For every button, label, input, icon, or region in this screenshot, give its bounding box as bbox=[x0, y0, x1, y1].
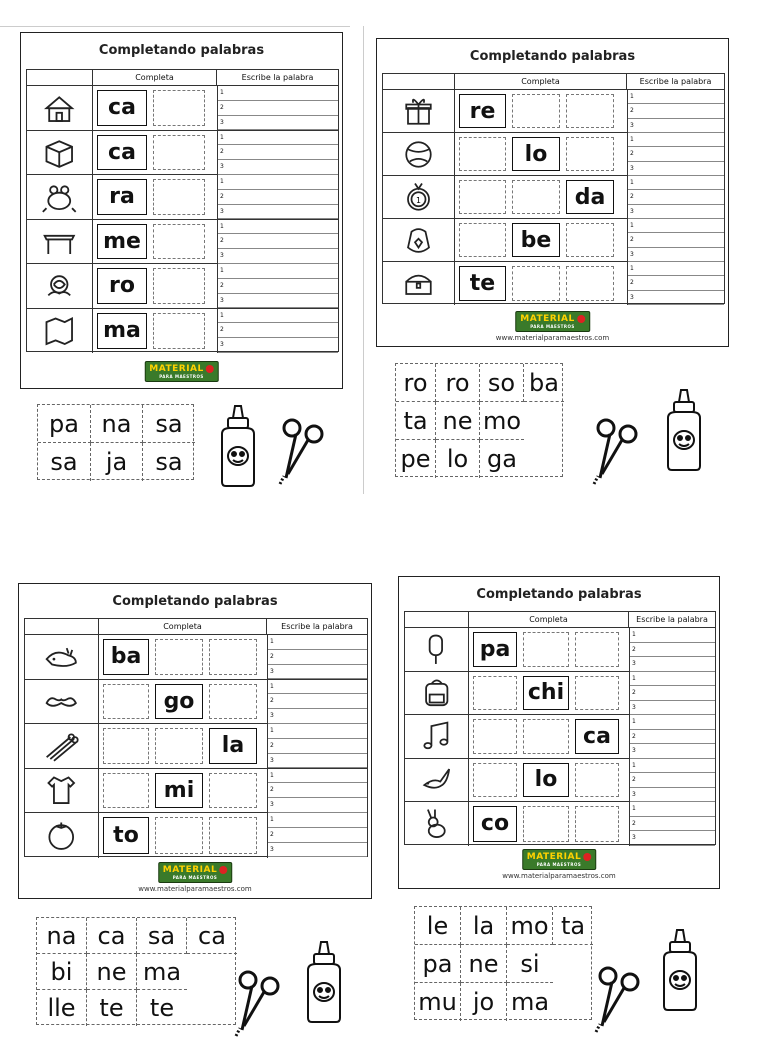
blank-syllable-box[interactable] bbox=[473, 676, 517, 711]
brand-url: www.materialparamaestros.com bbox=[495, 334, 610, 342]
write-lines[interactable] bbox=[629, 715, 715, 758]
cutout-tile[interactable]: ne bbox=[87, 954, 137, 990]
tomato-icon bbox=[25, 813, 99, 858]
write-line[interactable]: 1 bbox=[218, 175, 338, 190]
write-line[interactable]: 2 bbox=[628, 276, 724, 290]
write-line[interactable]: 1 bbox=[218, 86, 338, 101]
cutout-tile[interactable]: mu bbox=[415, 983, 461, 1021]
write-line[interactable]: 3 bbox=[628, 205, 724, 219]
shirt-icon bbox=[25, 769, 99, 813]
write-lines[interactable] bbox=[629, 802, 715, 846]
table-icon bbox=[27, 220, 93, 264]
cutout-grid bbox=[37, 404, 194, 480]
brand-logo bbox=[158, 862, 233, 883]
write-line[interactable]: 1 bbox=[628, 90, 724, 104]
write-lines[interactable] bbox=[629, 672, 715, 715]
write-line[interactable]: 2 bbox=[628, 104, 724, 118]
music-note-icon bbox=[405, 715, 469, 758]
blank-syllable-box[interactable] bbox=[209, 817, 257, 854]
write-lines[interactable] bbox=[267, 724, 367, 768]
blank-syllable-box[interactable] bbox=[512, 180, 560, 214]
scissors-icon bbox=[592, 414, 640, 490]
cutout-tile[interactable]: te bbox=[149, 994, 175, 1022]
syllable-box: to bbox=[103, 817, 149, 854]
syllable-box: mi bbox=[155, 773, 203, 809]
header-complete: Completa bbox=[455, 74, 627, 90]
header-image-column bbox=[405, 612, 469, 628]
cutout-tile[interactable]: ja bbox=[91, 443, 143, 481]
worksheet-row bbox=[25, 769, 367, 814]
syllable-box: ca bbox=[97, 90, 147, 126]
write-line[interactable]: 3 bbox=[630, 701, 715, 716]
write-line[interactable]: 3 bbox=[630, 831, 715, 846]
blank-syllable-box[interactable] bbox=[153, 313, 205, 350]
worksheet-row bbox=[405, 802, 715, 846]
syllable-box: da bbox=[566, 180, 614, 214]
brand-block bbox=[144, 361, 219, 382]
blank-syllable-box[interactable] bbox=[153, 135, 205, 171]
brand-logo bbox=[515, 311, 590, 332]
apple-icon bbox=[219, 866, 227, 874]
box-icon bbox=[27, 131, 93, 175]
cutout-tile[interactable]: la bbox=[461, 907, 507, 945]
write-line[interactable]: 2 bbox=[218, 190, 338, 205]
write-lines[interactable] bbox=[217, 175, 338, 219]
header-complete: Completa bbox=[93, 70, 217, 86]
house-icon bbox=[27, 86, 93, 130]
syllable-box: re bbox=[459, 94, 506, 128]
header-write-word: Escribe la palabra bbox=[627, 74, 724, 90]
cutout-tile[interactable]: pa bbox=[415, 945, 461, 983]
backpack-icon bbox=[405, 672, 469, 715]
write-line[interactable]: 2 bbox=[630, 643, 715, 658]
write-line[interactable]: 3 bbox=[218, 294, 338, 309]
whale-icon bbox=[25, 635, 99, 679]
apple-icon bbox=[583, 853, 591, 861]
write-line[interactable]: 3 bbox=[630, 788, 715, 803]
cutout-tile[interactable]: ma bbox=[137, 954, 187, 990]
syllable-box: ca bbox=[97, 135, 147, 171]
cutout-tile[interactable]: ca bbox=[187, 918, 237, 954]
blank-syllable-box[interactable] bbox=[155, 817, 203, 854]
worksheet-row bbox=[27, 309, 338, 354]
worksheet-row bbox=[383, 90, 724, 133]
write-line[interactable]: 1 bbox=[628, 219, 724, 233]
page-divider bbox=[0, 26, 350, 27]
write-lines[interactable] bbox=[217, 220, 338, 264]
blank-syllable-box[interactable] bbox=[566, 223, 614, 257]
blank-syllable-box[interactable] bbox=[575, 676, 619, 711]
write-line[interactable]: 1 bbox=[268, 724, 367, 739]
blank-syllable-box[interactable] bbox=[566, 266, 614, 301]
header-write-word: Escribe la palabra bbox=[267, 619, 367, 635]
blank-syllable-box[interactable] bbox=[155, 639, 203, 675]
dove-icon bbox=[405, 759, 469, 802]
frog-icon bbox=[27, 175, 93, 219]
glue-bottle-icon bbox=[216, 404, 260, 492]
syllable-box: lo bbox=[512, 137, 560, 171]
header-image-column bbox=[25, 619, 99, 635]
blank-syllable-box[interactable] bbox=[103, 684, 149, 720]
write-line[interactable]: 1 bbox=[630, 628, 715, 643]
scissors-icon bbox=[594, 962, 642, 1038]
cutout-tile[interactable]: lo bbox=[436, 440, 480, 478]
write-line[interactable]: 3 bbox=[218, 116, 338, 131]
cutout-grid bbox=[395, 363, 563, 477]
write-line[interactable]: 1 bbox=[630, 802, 715, 817]
cutout-tile[interactable]: ro bbox=[436, 364, 480, 402]
mustache-icon bbox=[25, 680, 99, 724]
brand-logo-text: MATERIAL bbox=[526, 852, 582, 862]
cutout-tile[interactable]: pa bbox=[38, 405, 91, 443]
cutout-tile[interactable]: mo bbox=[507, 907, 553, 945]
blank-syllable-box[interactable] bbox=[153, 90, 205, 126]
write-lines[interactable] bbox=[627, 262, 724, 305]
write-line[interactable]: 1 bbox=[218, 309, 338, 324]
worksheet-row bbox=[27, 86, 338, 131]
cutout-tile[interactable]: sa bbox=[38, 443, 91, 481]
worksheet bbox=[376, 38, 729, 347]
write-line[interactable]: 2 bbox=[218, 234, 338, 249]
worksheet-table bbox=[26, 69, 339, 352]
write-line[interactable]: 1 bbox=[630, 759, 715, 774]
write-line[interactable]: 1 bbox=[218, 220, 338, 235]
cutout-tile[interactable]: ne bbox=[436, 402, 480, 440]
write-lines[interactable] bbox=[627, 176, 724, 218]
worksheet-title: Completando palabras bbox=[98, 43, 265, 58]
write-lines[interactable] bbox=[629, 628, 715, 671]
blank-syllable-box[interactable] bbox=[103, 773, 149, 809]
write-line[interactable]: 3 bbox=[268, 754, 367, 769]
worksheet-row bbox=[27, 131, 338, 176]
write-line[interactable]: 2 bbox=[218, 279, 338, 294]
write-line[interactable]: 2 bbox=[268, 694, 367, 709]
scissors-icon bbox=[278, 414, 326, 490]
cutout-tile[interactable]: sa bbox=[155, 448, 183, 476]
syllable-box: co bbox=[473, 806, 517, 842]
brand-block bbox=[138, 862, 252, 893]
apple-icon bbox=[577, 315, 585, 323]
gift-icon bbox=[383, 90, 455, 132]
cutout-tile[interactable]: so bbox=[480, 364, 524, 402]
write-line[interactable]: 1 bbox=[218, 264, 338, 279]
write-lines[interactable] bbox=[217, 86, 338, 130]
popsicle-icon bbox=[405, 628, 469, 671]
worksheet-row bbox=[383, 262, 724, 305]
write-line[interactable]: 2 bbox=[268, 650, 367, 665]
write-lines[interactable] bbox=[627, 133, 724, 175]
worksheet-row bbox=[383, 176, 724, 219]
scissors-icon bbox=[234, 966, 282, 1042]
write-line[interactable]: 2 bbox=[218, 145, 338, 160]
blank-syllable-box[interactable] bbox=[103, 728, 149, 764]
write-line[interactable]: 2 bbox=[268, 739, 367, 754]
brand-url: www.materialparamaestros.com bbox=[502, 872, 616, 880]
write-lines[interactable] bbox=[267, 813, 367, 858]
worksheet bbox=[398, 576, 720, 889]
cutout-tile[interactable]: si bbox=[507, 945, 553, 983]
brand-url: www.materialparamaestros.com bbox=[138, 885, 252, 893]
write-lines[interactable] bbox=[627, 219, 724, 261]
syllable-box: la bbox=[209, 728, 257, 764]
brand-logo-sub: PARA MAESTROS bbox=[530, 324, 575, 329]
worksheet-row bbox=[27, 264, 338, 309]
write-line[interactable]: 2 bbox=[268, 828, 367, 843]
brand-logo-sub: PARA MAESTROS bbox=[536, 862, 582, 867]
syllable-box: te bbox=[459, 266, 506, 301]
blank-syllable-box[interactable] bbox=[523, 806, 569, 842]
write-line[interactable]: 3 bbox=[268, 665, 367, 680]
brand-logo bbox=[522, 849, 597, 870]
blank-syllable-box[interactable] bbox=[155, 728, 203, 764]
glue-bottle-icon bbox=[662, 388, 706, 476]
write-line[interactable]: 2 bbox=[218, 101, 338, 116]
blank-syllable-box[interactable] bbox=[566, 94, 614, 128]
syllable-box: be bbox=[512, 223, 560, 257]
brand-logo bbox=[144, 361, 219, 382]
write-line[interactable]: 2 bbox=[630, 730, 715, 745]
logs-icon bbox=[25, 724, 99, 768]
worksheet-row bbox=[405, 715, 715, 759]
worksheet-row bbox=[383, 133, 724, 176]
write-line[interactable]: 2 bbox=[268, 783, 367, 798]
blank-syllable-box[interactable] bbox=[153, 268, 205, 304]
cutout-tile[interactable]: le bbox=[415, 907, 461, 945]
write-line[interactable]: 1 bbox=[628, 262, 724, 276]
header-write-word: Escribe la palabra bbox=[629, 612, 715, 628]
worksheet-row bbox=[405, 759, 715, 803]
header-image-column bbox=[383, 74, 455, 90]
syllable-box: ca bbox=[575, 719, 619, 754]
cutout-tile[interactable]: ta bbox=[553, 907, 593, 945]
brand-block bbox=[502, 849, 616, 880]
blank-syllable-box[interactable] bbox=[566, 137, 614, 171]
cutout-tile[interactable]: lle bbox=[37, 990, 87, 1026]
worksheet-title: Completando palabras bbox=[469, 49, 636, 64]
blank-syllable-box[interactable] bbox=[209, 639, 257, 675]
apple-icon bbox=[206, 365, 214, 373]
worksheet-title: Completando palabras bbox=[112, 594, 278, 609]
glue-bottle-icon bbox=[302, 940, 346, 1028]
write-line[interactable]: 1 bbox=[628, 133, 724, 147]
write-line[interactable]: 1 bbox=[218, 131, 338, 146]
blank-syllable-box[interactable] bbox=[209, 773, 257, 809]
write-line[interactable]: 1 bbox=[268, 813, 367, 828]
cutout-grid bbox=[36, 917, 236, 1025]
header-write-word: Escribe la palabra bbox=[217, 70, 338, 86]
syllable-box: ma bbox=[97, 313, 147, 350]
header-complete: Completa bbox=[469, 612, 629, 628]
cutout-tile[interactable]: te bbox=[87, 990, 137, 1026]
write-line[interactable]: 3 bbox=[218, 249, 338, 264]
syllable-box: me bbox=[97, 224, 147, 260]
rabbit-icon bbox=[405, 802, 469, 846]
brand-logo-sub: PARA MAESTROS bbox=[159, 374, 204, 379]
write-line[interactable]: 2 bbox=[628, 147, 724, 161]
treasure-chest-icon bbox=[383, 262, 455, 305]
worksheet-row bbox=[405, 628, 715, 672]
worksheet bbox=[20, 32, 343, 389]
brand-logo-text: MATERIAL bbox=[162, 865, 218, 875]
write-line[interactable]: 1 bbox=[630, 672, 715, 687]
header-image-column bbox=[27, 70, 93, 86]
worksheet-title: Completando palabras bbox=[476, 587, 642, 602]
blank-syllable-box[interactable] bbox=[512, 94, 560, 128]
write-line[interactable]: 3 bbox=[218, 205, 338, 220]
syllable-box: go bbox=[155, 684, 203, 720]
header-complete: Completa bbox=[99, 619, 267, 635]
write-line[interactable]: 1 bbox=[630, 715, 715, 730]
syllable-box: ro bbox=[97, 268, 147, 304]
cutout-tile[interactable]: ca bbox=[87, 918, 137, 954]
cutout-tile[interactable]: ta bbox=[396, 402, 436, 440]
write-lines[interactable] bbox=[627, 90, 724, 132]
write-line[interactable]: 3 bbox=[218, 338, 338, 353]
write-lines[interactable] bbox=[217, 264, 338, 308]
brand-logo-sub: PARA MAESTROS bbox=[172, 875, 218, 880]
worksheet-row bbox=[405, 672, 715, 716]
blank-syllable-box[interactable] bbox=[473, 763, 517, 798]
cutout-grid bbox=[414, 906, 592, 1020]
blank-syllable-box[interactable] bbox=[473, 719, 517, 754]
syllable-box: lo bbox=[523, 763, 569, 798]
blank-syllable-box[interactable] bbox=[153, 224, 205, 260]
bib-icon bbox=[383, 219, 455, 261]
write-line[interactable]: 2 bbox=[630, 686, 715, 701]
syllable-box: ra bbox=[97, 179, 147, 215]
blank-syllable-box[interactable] bbox=[575, 806, 619, 842]
write-lines[interactable] bbox=[267, 680, 367, 724]
worksheet-row bbox=[25, 813, 367, 858]
write-line[interactable]: 1 bbox=[268, 769, 367, 784]
write-line[interactable]: 3 bbox=[218, 160, 338, 175]
cutout-tile[interactable]: ne bbox=[461, 945, 507, 983]
write-lines[interactable] bbox=[629, 759, 715, 802]
write-line[interactable]: 3 bbox=[630, 657, 715, 672]
medal-icon bbox=[383, 176, 455, 218]
cutout-tile[interactable]: mo bbox=[480, 402, 524, 440]
ball-icon bbox=[383, 133, 455, 175]
worksheet-table bbox=[382, 73, 725, 304]
worksheet-row bbox=[27, 175, 338, 220]
page-divider bbox=[363, 26, 364, 494]
cutout-tile[interactable]: sa bbox=[143, 405, 195, 443]
blank-syllable-box[interactable] bbox=[209, 684, 257, 720]
blank-syllable-box[interactable] bbox=[575, 632, 619, 667]
write-line[interactable]: 1 bbox=[268, 635, 367, 650]
write-line[interactable]: 3 bbox=[628, 119, 724, 133]
cutout-tile[interactable]: ba bbox=[524, 364, 564, 402]
blank-syllable-box[interactable] bbox=[459, 180, 506, 214]
blank-syllable-box[interactable] bbox=[523, 719, 569, 754]
write-line[interactable]: 3 bbox=[628, 162, 724, 176]
syllable-box: ba bbox=[103, 639, 149, 675]
rose-icon bbox=[27, 264, 93, 308]
worksheet-row bbox=[383, 219, 724, 262]
map-icon bbox=[27, 309, 93, 354]
cutout-tile[interactable]: jo bbox=[461, 983, 507, 1021]
worksheet-row bbox=[25, 680, 367, 725]
cutout-tile[interactable]: na bbox=[91, 405, 143, 443]
cutout-tile[interactable]: bi bbox=[37, 954, 87, 990]
write-lines[interactable] bbox=[217, 309, 338, 354]
worksheet-row bbox=[25, 724, 367, 769]
syllable-box: pa bbox=[473, 632, 517, 667]
blank-syllable-box[interactable] bbox=[575, 763, 619, 798]
glue-bottle-icon bbox=[658, 928, 702, 1016]
write-lines[interactable] bbox=[267, 635, 367, 679]
worksheet-table bbox=[24, 618, 368, 857]
write-line[interactable]: 3 bbox=[268, 798, 367, 813]
cutout-tile[interactable]: pe bbox=[396, 440, 436, 478]
write-line[interactable]: 3 bbox=[628, 291, 724, 305]
write-line[interactable]: 1 bbox=[268, 680, 367, 695]
cutout-tile[interactable]: ro bbox=[396, 364, 436, 402]
worksheet bbox=[18, 583, 372, 899]
cutout-tile[interactable]: ga bbox=[487, 445, 517, 473]
brand-logo-text: MATERIAL bbox=[149, 364, 204, 374]
write-line[interactable]: 2 bbox=[630, 773, 715, 788]
write-line[interactable]: 2 bbox=[628, 190, 724, 204]
brand-logo-text: MATERIAL bbox=[520, 314, 575, 324]
blank-syllable-box[interactable] bbox=[512, 266, 560, 301]
cutout-tile[interactable]: ma bbox=[510, 988, 550, 1016]
svg-text:1: 1 bbox=[415, 195, 422, 205]
worksheet-row bbox=[25, 635, 367, 680]
write-line[interactable]: 3 bbox=[268, 709, 367, 724]
blank-syllable-box[interactable] bbox=[523, 632, 569, 667]
write-line[interactable]: 3 bbox=[630, 744, 715, 759]
write-line[interactable]: 1 bbox=[628, 176, 724, 190]
worksheet-table bbox=[404, 611, 716, 845]
brand-block bbox=[496, 311, 610, 342]
cutout-tile[interactable]: sa bbox=[137, 918, 187, 954]
write-line[interactable]: 2 bbox=[628, 233, 724, 247]
write-line[interactable]: 2 bbox=[630, 817, 715, 832]
write-lines[interactable] bbox=[217, 131, 338, 175]
cutout-tile[interactable]: na bbox=[37, 918, 87, 954]
blank-syllable-box[interactable] bbox=[459, 137, 506, 171]
write-line[interactable]: 3 bbox=[268, 843, 367, 858]
blank-syllable-box[interactable] bbox=[153, 179, 205, 215]
blank-syllable-box[interactable] bbox=[459, 223, 506, 257]
write-line[interactable]: 2 bbox=[218, 323, 338, 338]
worksheet-row bbox=[27, 220, 338, 265]
syllable-box: chi bbox=[523, 676, 569, 711]
write-lines[interactable] bbox=[267, 769, 367, 813]
write-line[interactable]: 3 bbox=[628, 248, 724, 262]
